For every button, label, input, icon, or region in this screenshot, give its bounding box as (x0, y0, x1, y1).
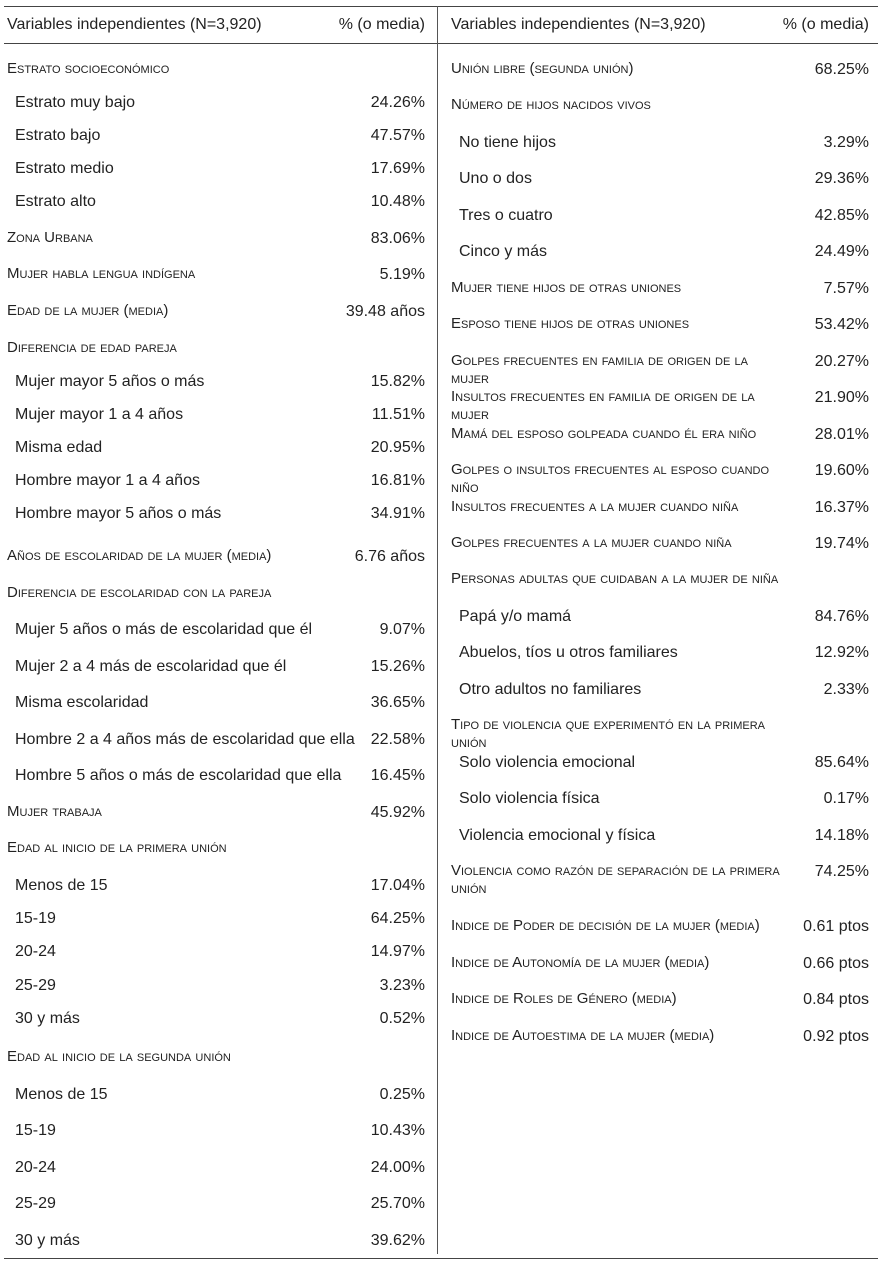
row-label: Solo violencia emocional (459, 754, 636, 771)
row-label: Diferencia de edad pareja (7, 339, 177, 356)
row-label: Esposo tiene hijos de otras uniones (451, 315, 690, 332)
row-label: Cinco y más (459, 243, 548, 260)
row-label: Papá y/o mamá (459, 608, 572, 625)
row-value: 45.92% (370, 804, 425, 821)
row-value: 9.07% (379, 621, 425, 638)
row-value: 39.48 años (345, 303, 425, 320)
row-label: Hombre 2 a 4 años más de escolaridad que ella (15, 731, 355, 748)
row-value: 2.33% (823, 681, 869, 698)
row-value: 36.65% (370, 694, 425, 711)
row-value: 7.57% (823, 280, 869, 297)
row-value: 21.90% (814, 389, 869, 406)
row-label: Tipo de violencia que experimentó en la primera unión (451, 716, 766, 751)
row-label: Años de escolaridad de la mujer (media) (7, 547, 272, 564)
row-label: Hombre mayor 5 años o más (15, 505, 222, 522)
row-value: 6.76 años (354, 548, 425, 565)
column-divider (437, 6, 438, 1254)
row-label: Hombre 5 años o más de escolaridad que ella (15, 767, 342, 784)
row-value: 24.26% (370, 94, 425, 111)
row-label: Golpes frecuentes a la mujer cuando niña (451, 534, 732, 551)
row-value: 0.61 ptos (803, 918, 869, 935)
row-label: Tres o cuatro (459, 207, 553, 224)
row-value: 22.58% (370, 731, 425, 748)
row-label: Misma edad (15, 439, 103, 456)
row-label: Mujer mayor 5 años o más (15, 373, 205, 390)
row-label: Estrato medio (15, 160, 114, 177)
right-header-value: % (o media) (782, 16, 869, 33)
row-label: 25-29 (15, 977, 56, 994)
row-label: Abuelos, tíos u otros familiares (459, 644, 678, 661)
row-label: Número de hijos nacidos vivos (451, 96, 651, 113)
row-value: 29.36% (814, 170, 869, 187)
table-header-rule (4, 43, 878, 44)
row-value: 20.95% (370, 439, 425, 456)
row-value: 74.25% (814, 863, 869, 880)
row-label: 20-24 (15, 943, 56, 960)
row-label: No tiene hijos (459, 134, 556, 151)
row-value: 0.17% (823, 790, 869, 807)
row-value: 3.29% (823, 134, 869, 151)
row-label: Mujer trabaja (7, 803, 102, 820)
row-label: Diferencia de escolaridad con la pareja (7, 584, 272, 601)
left-header-row (7, 14, 425, 36)
row-value: 0.84 ptos (803, 991, 869, 1008)
table-bottom-rule (4, 1258, 878, 1259)
row-label: Zona Urbana (7, 229, 93, 246)
row-value: 83.06% (370, 230, 425, 247)
row-value: 0.92 ptos (803, 1028, 869, 1045)
row-label: Estrato muy bajo (15, 94, 136, 111)
row-label: Hombre mayor 1 a 4 años (15, 472, 200, 489)
row-label: 15-19 (15, 1122, 56, 1139)
row-label: Mujer habla lengua indígena (7, 265, 196, 282)
right-header-label: Variables independientes (N=3,920) (451, 16, 706, 33)
row-value: 20.27% (814, 353, 869, 370)
row-label: Mamá del esposo golpeada cuando él era niño (451, 425, 757, 442)
row-label: Indice de Autonomía de la mujer (media) (451, 954, 710, 971)
row-value: 85.64% (814, 754, 869, 771)
row-label: Edad al inicio de la segunda unión (7, 1048, 231, 1065)
row-value: 15.82% (370, 373, 425, 390)
row-value: 24.00% (370, 1159, 425, 1176)
row-label: Edad de la mujer (media) (7, 302, 169, 319)
row-label: 15-19 (15, 910, 56, 927)
row-value: 24.49% (814, 243, 869, 260)
row-label: Violencia emocional y física (459, 827, 656, 844)
row-label: Unión libre (segunda unión) (451, 60, 634, 77)
row-label: Mujer 2 a 4 más de escolaridad que él (15, 658, 287, 675)
row-label: Indice de Roles de Género (media) (451, 990, 677, 1007)
row-value: 19.60% (814, 462, 869, 479)
left-header-label: Variables independientes (N=3,920) (7, 16, 262, 33)
row-value: 28.01% (814, 426, 869, 443)
row-value: 53.42% (814, 316, 869, 333)
row-label: Estrato alto (15, 193, 96, 210)
row-value: 17.04% (370, 877, 425, 894)
row-label: Menos de 15 (15, 877, 108, 894)
row-label: Personas adultas que cuidaban a la mujer de niña (451, 570, 779, 587)
row-value: 0.52% (379, 1010, 425, 1027)
row-label: Misma escolaridad (15, 694, 149, 711)
row-label: Insultos frecuentes a la mujer cuando niña (451, 498, 739, 515)
row-label: Golpes o insultos frecuentes al esposo cuando niño (451, 461, 770, 496)
row-value: 25.70% (370, 1195, 425, 1212)
left-header-value: % (o media) (338, 16, 425, 33)
row-value: 64.25% (370, 910, 425, 927)
row-label: 25-29 (15, 1195, 56, 1212)
row-value: 39.62% (370, 1232, 425, 1249)
row-label: Solo violencia física (459, 790, 600, 807)
row-label: Menos de 15 (15, 1086, 108, 1103)
row-value: 0.25% (379, 1086, 425, 1103)
row-value: 10.43% (370, 1122, 425, 1139)
row-label: Edad al inicio de la primera unión (7, 839, 227, 856)
row-value: 14.97% (370, 943, 425, 960)
row-value: 16.81% (370, 472, 425, 489)
row-value: 84.76% (814, 608, 869, 625)
table-top-rule (4, 6, 878, 7)
row-label: Estrato socioeconómico (7, 60, 170, 77)
row-value: 68.25% (814, 61, 869, 78)
row-value: 5.19% (379, 266, 425, 283)
row-label: 20-24 (15, 1159, 56, 1176)
row-value: 19.74% (814, 535, 869, 552)
row-value: 14.18% (814, 827, 869, 844)
row-value: 17.69% (370, 160, 425, 177)
right-header-row (451, 14, 869, 36)
row-value: 0.66 ptos (803, 955, 869, 972)
row-label: Mujer 5 años o más de escolaridad que él (15, 621, 313, 638)
row-label: Golpes frecuentes en familia de origen de la mujer (451, 352, 748, 387)
row-label: 30 y más (15, 1232, 80, 1249)
row-label: Estrato bajo (15, 127, 101, 144)
row-label: Indice de Autoestima de la mujer (media) (451, 1027, 715, 1044)
row-value: 11.51% (371, 406, 425, 423)
row-value: 42.85% (814, 207, 869, 224)
row-label: Mujer mayor 1 a 4 años (15, 406, 184, 423)
row-value: 34.91% (370, 505, 425, 522)
row-label: 30 y más (15, 1010, 80, 1027)
row-value: 47.57% (370, 127, 425, 144)
row-label: Violencia como razón de separación de la primera unión (451, 862, 780, 897)
row-label: Indice de Poder de decisión de la mujer (media) (451, 917, 760, 934)
row-label: Otro adultos no familiares (459, 681, 642, 698)
row-value: 16.45% (370, 767, 425, 784)
row-label: Insultos frecuentes en familia de origen de la mujer (451, 388, 755, 423)
row-value: 3.23% (379, 977, 425, 994)
row-label: Uno o dos (459, 170, 532, 187)
row-value: 16.37% (814, 499, 869, 516)
row-value: 12.92% (814, 644, 869, 661)
row-value: 10.48% (370, 193, 425, 210)
row-label: Mujer tiene hijos de otras uniones (451, 279, 682, 296)
row-value: 15.26% (370, 658, 425, 675)
